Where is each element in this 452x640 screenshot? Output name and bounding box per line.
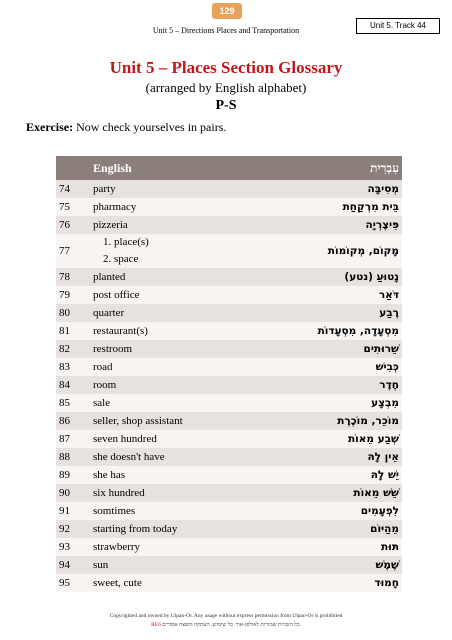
- hebrew-term: רֶבַע: [379, 307, 399, 319]
- entry-number: 89: [59, 469, 70, 481]
- entry-number: 84: [59, 379, 70, 391]
- english-term: seven hundred: [93, 433, 157, 445]
- glossary-row: [56, 574, 402, 592]
- english-term: she doesn't have: [93, 451, 165, 463]
- english-term: somtimes: [93, 505, 136, 517]
- hebrew-term: מִבְצָע: [371, 397, 399, 409]
- entry-number: 79: [59, 289, 70, 301]
- glossary-row: [56, 268, 402, 286]
- entry-number: 75: [59, 201, 70, 213]
- glossary-row: [56, 198, 402, 216]
- english-term: room: [93, 379, 117, 391]
- english-term: restroom: [93, 343, 133, 355]
- english-term: pharmacy: [93, 201, 137, 213]
- english-term: seller, shop assistant: [93, 415, 183, 427]
- entry-number: 76: [59, 219, 70, 231]
- english-term: quarter: [93, 307, 125, 319]
- glossary-row: [56, 502, 402, 520]
- entry-number: 80: [59, 307, 70, 319]
- hebrew-term: מֵהַיּוֹם: [370, 523, 399, 535]
- glossary-row: [56, 448, 402, 466]
- letter-range: P-S: [215, 98, 237, 113]
- glossary-body: [56, 180, 402, 592]
- entry-number: 81: [59, 325, 70, 337]
- english-term: she has: [93, 469, 126, 481]
- entry-number: 86: [59, 415, 70, 427]
- english-term: planted: [93, 271, 126, 283]
- exercise-instruction: [26, 120, 226, 135]
- unit-header: Unit 5 – Directions Places and Transportation: [152, 26, 300, 35]
- english-term: pizzeria: [93, 219, 128, 231]
- entry-number: 85: [59, 397, 70, 409]
- hebrew-term: דֹּאַר: [378, 289, 399, 301]
- english-term: starting from today: [93, 523, 178, 535]
- audio-track-label: Unit 5. Track 44: [356, 18, 440, 34]
- hebrew-term: מוֹכֵר, מוֹכֶרֶת: [337, 415, 399, 427]
- hebrew-term: שֶׁמֶשׁ: [375, 559, 399, 571]
- hebrew-term: חֶדֶר: [379, 379, 399, 391]
- english-term-line: 1. place(s): [103, 236, 149, 248]
- entry-number: 88: [59, 451, 70, 463]
- copyright-line: Copyrighted and owned by Ulpan-Or. Any usage without express permission from Ulpan-Or is prohibited: [109, 613, 343, 619]
- hebrew-term: נָטוּעַ (נטע): [344, 271, 399, 283]
- glossary-row: [56, 520, 402, 538]
- glossary-row: [56, 304, 402, 322]
- glossary-row: [56, 430, 402, 448]
- glossary-row: [56, 358, 402, 376]
- glossary-row: [56, 412, 402, 430]
- entry-number: 83: [59, 361, 70, 373]
- exercise-label: Exercise:: [26, 120, 74, 134]
- english-term: restaurant(s): [93, 325, 148, 337]
- english-term: [90, 234, 253, 268]
- glossary-row: [56, 376, 402, 394]
- hebrew-term: לִפְעָמִים: [360, 505, 399, 517]
- english-term-line: 2. space: [103, 253, 139, 265]
- hebrew-term: כְּבִישׁ: [375, 361, 399, 373]
- footer-hebrew-text: כל הזכויות שמורות לאולפן-אור. כל שימוש, העתקה והפצה אסורים.: [162, 622, 301, 628]
- glossary-header-row: [56, 156, 402, 180]
- copyright-footer: [0, 612, 452, 630]
- entry-number: 90: [59, 487, 70, 499]
- entry-number: 95: [59, 577, 70, 589]
- hebrew-term: מִסְעָדָה, מִסְעָדוֹת: [317, 325, 399, 337]
- entry-number: 87: [59, 433, 70, 445]
- entry-number: 78: [59, 271, 70, 283]
- english-term: six hundred: [93, 487, 145, 499]
- entry-number: 77: [59, 245, 70, 257]
- entry-number: 91: [59, 505, 70, 517]
- page-title: Unit 5 – Places Section Glossary: [109, 58, 343, 77]
- entry-number: 92: [59, 523, 70, 535]
- glossary-row: [56, 538, 402, 556]
- footer-code: RE6: [151, 622, 161, 628]
- hebrew-term: שְׁבַע מֵאוֹת: [347, 433, 399, 445]
- glossary-row: [56, 216, 402, 234]
- english-term: post office: [93, 289, 140, 301]
- glossary-row: [56, 394, 402, 412]
- english-term: sun: [93, 559, 109, 571]
- glossary-row: [56, 466, 402, 484]
- english-term: sale: [93, 397, 111, 409]
- glossary-table: [56, 156, 402, 592]
- hebrew-term: פִּיצֶרְיָה: [365, 219, 399, 231]
- english-term: road: [93, 361, 113, 373]
- entry-number: 93: [59, 541, 70, 553]
- hebrew-term: שֵׁרוּתִים: [363, 343, 399, 355]
- glossary-row: [56, 484, 402, 502]
- exercise-text: Now check yourselves in pairs.: [76, 120, 227, 134]
- copyright-hebrew-line: [0, 621, 452, 630]
- entry-number: 74: [59, 183, 70, 195]
- hebrew-column-header: עִבְרִית: [370, 160, 399, 175]
- glossary-row: [56, 556, 402, 574]
- glossary-row: [56, 340, 402, 358]
- hebrew-term: שֵׁשׁ מֵאוֹת: [353, 487, 399, 499]
- hebrew-term: מְסִיבָּה: [367, 183, 399, 195]
- english-term: sweet, cute: [93, 577, 142, 589]
- english-term: strawberry: [93, 541, 141, 553]
- hebrew-term: מָקוֹם, מְקוֹמוֹת: [327, 245, 399, 257]
- english-column-header: English: [93, 160, 132, 175]
- glossary-row: [56, 286, 402, 304]
- english-term: party: [93, 183, 116, 195]
- hebrew-term: יֵשׁ לָהּ: [370, 469, 399, 481]
- hebrew-term: אֵין לָהּ: [367, 451, 399, 463]
- page-number-badge: 129: [212, 3, 242, 19]
- entry-number: 94: [59, 559, 70, 571]
- glossary-row: [56, 180, 402, 198]
- entry-number: 82: [59, 343, 70, 355]
- hebrew-term: בֵּית מִרְקַחַת: [342, 201, 399, 213]
- glossary-row: [56, 234, 402, 268]
- hebrew-term: תּוּת: [381, 541, 399, 553]
- hebrew-term: חָמוּד: [374, 577, 399, 589]
- page-subtitle: (arranged by English alphabet): [145, 80, 307, 95]
- glossary-row: [56, 322, 402, 340]
- number-column-header: [56, 156, 90, 180]
